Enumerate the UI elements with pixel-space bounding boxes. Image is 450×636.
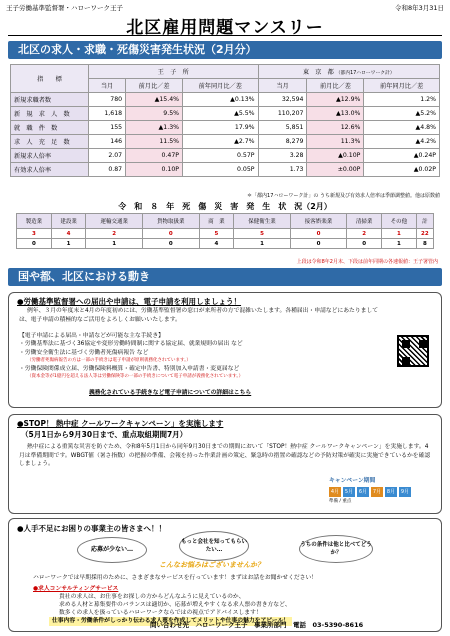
section2-band (8, 268, 442, 286)
box2-subtitle: （5月1日から9月30日まで、重点取組期間7月） (21, 430, 188, 439)
title-rule (8, 35, 442, 36)
stats-sub: 前年同月比／差 (364, 79, 440, 93)
accidents-title: 令 和 ８ 年 死 傷 災 害 発 生 状 況（2月） (118, 202, 332, 211)
stats-cell: 0.10P (126, 163, 183, 177)
stats-row (11, 107, 440, 121)
stats-cell: ▲13.0% (307, 107, 364, 121)
box1-title: ●労働基準監督署への届出や申請は、電子申請を利用しましょう！ (17, 297, 242, 306)
box1-body: 例年、３月の年度末と4月の年度初めには、労働基準監督署の窓口が来所者の方で混雑いたします。各種届出・申請などにあたりましては、電子申請の積極的なご活用をよろしくお願いいたします。 (19, 308, 379, 323)
consult-body: 数多くの求人を扱っているハローワークならではの視点でアドバイスします！ (59, 610, 262, 616)
month-cell: 6月 (358, 489, 368, 495)
stats-sub: 前月比／差 (126, 79, 183, 93)
stats-row (11, 135, 440, 149)
stats-cell: ▲5.2% (364, 107, 440, 121)
stats-cell: 11.5% (126, 135, 183, 149)
stats-cell: ▲0.24P (364, 149, 440, 163)
months-caption: 準備 / 重点 (329, 499, 352, 504)
section1-heading: 北区の求人・求職・死傷災害発生状況（2月分） (18, 43, 257, 56)
heatstroke-box (8, 414, 442, 514)
stats-cell: 3.28 (258, 149, 307, 163)
accidents-cell: 2 (347, 229, 382, 239)
accidents-header-cell: 貨物取扱業 (142, 214, 199, 229)
stats-cell: ±0.00P (307, 163, 364, 177)
accidents-header-cell: 接客娯楽業 (290, 214, 347, 229)
accidents-cell: 1 (382, 239, 417, 249)
stats-cell: 32,594 (258, 93, 307, 107)
stats-cell: 8,279 (258, 135, 307, 149)
stats-tokyo-header: 東 京 都 （都内17ハローワーク計） (258, 65, 439, 79)
stats-cell: 110,207 (258, 107, 307, 121)
stats-sub: 当月 (258, 79, 307, 93)
stats-cell: 1.2% (364, 93, 440, 107)
accidents-cell: 5 (199, 229, 234, 239)
stats-row-label: 新 規 求 人 数 (11, 107, 89, 121)
box3-title: ●人手不足にお困りの事業主の皆さまへ！！ (17, 524, 167, 533)
stats-cell: ▲0.13% (183, 93, 259, 107)
accidents-cell: 8 (416, 239, 433, 249)
accidents-cell: 1 (234, 239, 291, 249)
header-date: 令和8年3月31日 (394, 4, 444, 12)
stats-cell: 1.73 (258, 163, 307, 177)
month-cell: 4月 (330, 489, 340, 495)
stats-row-label: 新規求人倍率 (11, 149, 89, 163)
stats-row-label: 有効求人倍率 (11, 163, 89, 177)
campaign-months (329, 487, 411, 497)
bubble-few-applicants: 応募が少ない… (77, 537, 147, 563)
accidents-row (17, 229, 434, 239)
accidents-header-cell: 運輸交通業 (86, 214, 143, 229)
stats-cell: 12.6% (307, 121, 364, 135)
stats-oji-header: 王 子 所 (89, 65, 259, 79)
stats-cell: 155 (89, 121, 126, 135)
box1-subnote: （資本金等が1億円を超える法人等は労働保険等の一部の手続きについて電子申請が義務化されています。） (27, 374, 244, 379)
worry-prompt: こんなお悩みはございませんか？ (159, 561, 264, 569)
month-cell: 8月 (386, 489, 396, 495)
month-cell: 5月 (344, 489, 354, 495)
accidents-header-cell: 保健衛生業 (234, 214, 291, 229)
accidents-cell: 4 (51, 229, 86, 239)
consult-body: 貴社の求人は、お仕事をお探しの方からどんなふうに見えているのか、 (59, 594, 245, 600)
stats-row-label: 求 人 充 足 数 (11, 135, 89, 149)
accidents-header-cell: 計 (416, 214, 433, 229)
stats-cell: 0.47P (126, 149, 183, 163)
stats-cell: ▲0.10P (307, 149, 364, 163)
stats-row (11, 93, 440, 107)
stats-cell: ▲2.7% (183, 135, 259, 149)
accidents-table (16, 213, 434, 249)
section1-band (8, 41, 442, 59)
month-cell: 7月 (372, 489, 382, 495)
labor-shortage-box (8, 518, 442, 632)
stats-cell: 146 (89, 135, 126, 149)
stats-cell: 2.07 (89, 149, 126, 163)
accidents-header-cell: 商 業 (199, 214, 234, 229)
consult-heading: ●求人コンサルティングサービス (33, 586, 119, 592)
accidents-row (17, 239, 434, 249)
stats-row (11, 121, 440, 135)
accidents-header-cell: 清掃業 (347, 214, 382, 229)
stats-cell: ▲1.3% (126, 121, 183, 135)
box1-heading: 【電子申請による届出・申請などが可能な主な手続き】 (19, 333, 164, 339)
stats-cell: 1,618 (89, 107, 126, 121)
box2-body: 熱中症による重篤な災害を防ぐため、令和8年5月1日から同年9月30日までの期間において「STOP！熱中症 クールワークキャンペーン」を実施します。4月は準備期間です。WBGT値（暑さ指数）の把握の準備、会報を持った作業計画の策定、緊急時の措置の確認などの予防対策が確実に実施できているかを確認しましょう。 (19, 444, 431, 467)
accidents-cell: 1 (86, 239, 143, 249)
accidents-header-cell: その他 (382, 214, 417, 229)
consult-body: 求める人材と募集要件のバランスは適切か、応募が増えやすくなる求人票の書き方など、 (59, 602, 291, 608)
box1-item: ・労働保険関係成立届、労働保険料概算・確定申告書、特別加入申請書・変更届など (19, 366, 240, 372)
stats-cell: ▲4.2% (364, 135, 440, 149)
stats-cell: 0.05P (183, 163, 259, 177)
bubble-compare-conditions: うちの条件は他と比べてどうか？ (299, 535, 373, 563)
section2-heading: 国や都、北区における動き (18, 270, 150, 283)
accidents-cell: 0 (142, 239, 199, 249)
e-application-link[interactable]: 義務化されている手続きなど電子申請についての詳細はこちら (89, 390, 252, 396)
box3-intro: ハローワークでは早期採用のために、さまざまなサービスを行っています！まずはお話をお聞かせください！ (33, 575, 318, 581)
accidents-cell: 0 (290, 239, 347, 249)
accidents-cell: 0 (290, 229, 347, 239)
stats-cell: 5,851 (258, 121, 307, 135)
stats-cell: ▲15.4% (126, 93, 183, 107)
accidents-cell: 2 (86, 229, 143, 239)
stats-sub: 前年同月比／差 (183, 79, 259, 93)
stats-note: ＊「都内17ハローワーク計」の うち新規及び有効求人倍率は季節調整値。他は原数値 (247, 193, 440, 199)
qr-code-icon[interactable] (397, 335, 429, 367)
accidents-cell: 4 (199, 239, 234, 249)
campaign-label: キャンペーン期間 (329, 478, 376, 484)
stats-cell: 11.3% (307, 135, 364, 149)
box1-item: ・労働安全衛生法に基づく労働者死傷病報告 など (19, 350, 149, 356)
box1-item: ・労働基準法に基づく36協定や変形労働時間制に関する協定届、就業規則の届出 など (19, 341, 243, 347)
accidents-cell: 5 (234, 229, 291, 239)
box1-subnote: （労働者死傷病報告の方は一部の手続きは電子申請が原則義務化されています。） (27, 358, 191, 363)
accidents-header-cell: 製造業 (17, 214, 52, 229)
tagline: 仕事内容・労働条件がしっかり伝わる求人票を作成してメリットや仕事の魅力をアピール！ (49, 617, 292, 626)
accidents-cell: 1 (382, 229, 417, 239)
stats-sub: 前月比／差 (307, 79, 364, 93)
stats-table (10, 64, 440, 177)
header-issuer: 王子労働基準監督署・ハローワーク王子 (6, 4, 123, 12)
e-application-box (8, 292, 442, 408)
stats-index-header: 指 標 (11, 65, 89, 93)
contact-line: 問い合わせ先 ハローワーク王子 事業所部門 電話 03-5390-8616 (150, 621, 364, 629)
accidents-row (17, 214, 434, 229)
stats-row (11, 149, 440, 163)
accidents-cell: 1 (51, 239, 86, 249)
accidents-cell: 22 (416, 229, 433, 239)
stats-cell: 0.57P (183, 149, 259, 163)
accidents-cell: 3 (17, 229, 52, 239)
stats-cell: ▲0.02P (364, 163, 440, 177)
accidents-cell: 0 (142, 229, 199, 239)
accidents-header-cell: 建設業 (51, 214, 86, 229)
stats-cell: 0.87 (89, 163, 126, 177)
stats-sub: 当月 (89, 79, 126, 93)
stats-row-label: 就 職 件 数 (11, 121, 89, 135)
accidents-note: 上段は令和8年2月末、下段は前年同期の各速報値：王子署管内 (296, 259, 438, 265)
stats-cell: 9.5% (126, 107, 183, 121)
bubble-know-company: もっと会社を知ってもらいたい… (179, 531, 249, 561)
stats-cell: 780 (89, 93, 126, 107)
stats-cell: ▲12.9% (307, 93, 364, 107)
stats-cell: ▲5.5% (183, 107, 259, 121)
stats-row (11, 163, 440, 177)
box2-title: ●STOP！ 熱中症 クールワークキャンペーン」を実施します (17, 419, 224, 428)
month-cell: 9月 (400, 489, 410, 495)
stats-row-label: 新規求職者数 (11, 93, 89, 107)
stats-cell: 17.9% (183, 121, 259, 135)
accidents-cell: 0 (17, 239, 52, 249)
accidents-cell: 0 (347, 239, 382, 249)
page-title: 北区雇用問題マンスリー (126, 18, 324, 38)
stats-cell: ▲4.8% (364, 121, 440, 135)
